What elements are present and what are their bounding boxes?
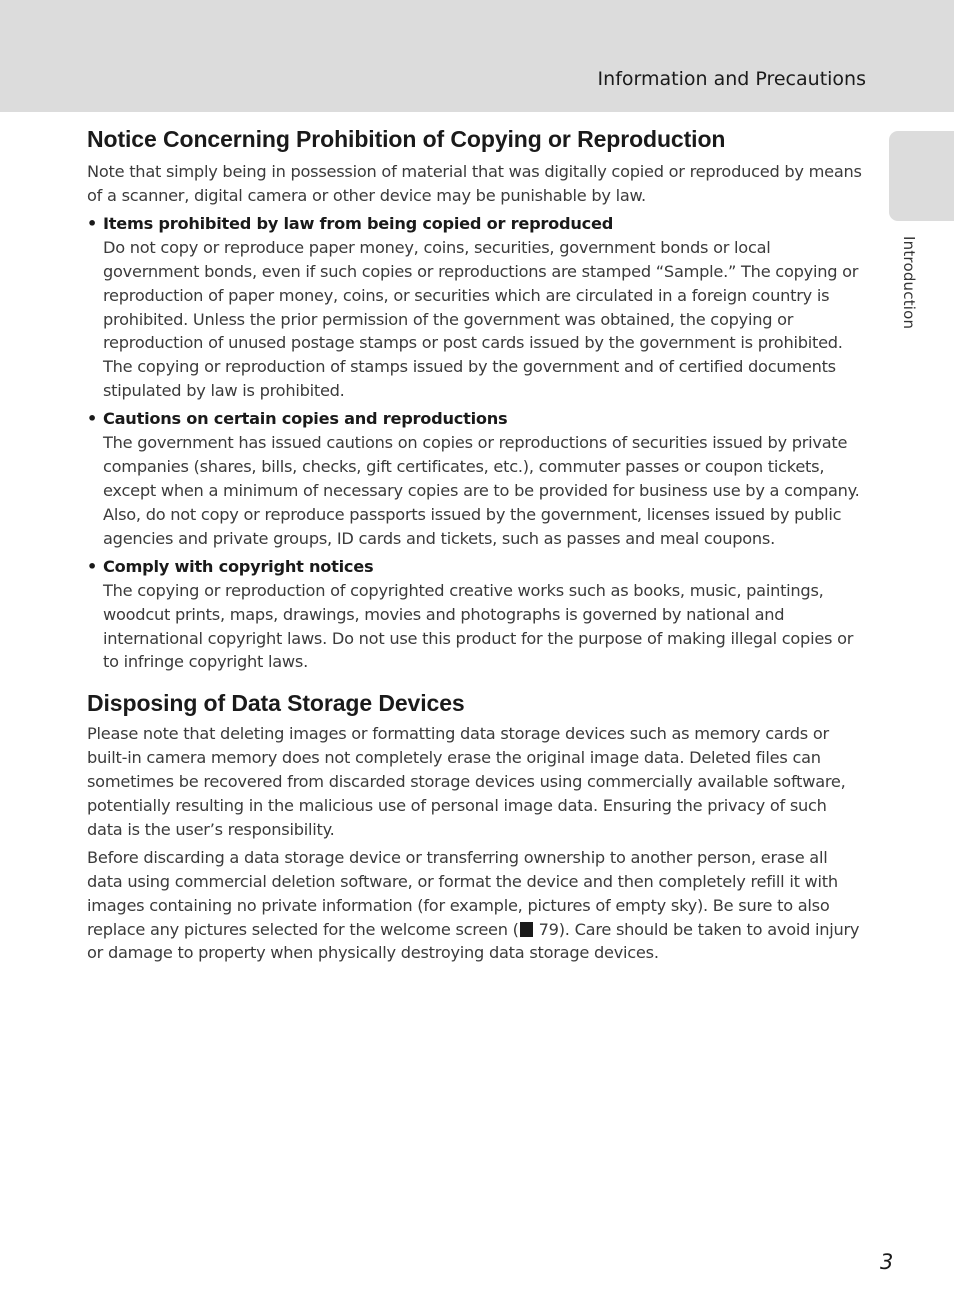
page-content (87, 122, 865, 965)
paragraph-text: Before discarding a data storage device or transferring ownership to another person, erase all data using commercial deletion software, or format the device and then completely refill it with images containing no private information (for example, pictures of empty sky). Be sure to also replace any pictures selected for the welcome screen ( (87, 847, 838, 939)
page-number: 3 (880, 1250, 894, 1274)
bullet-icon: • (87, 409, 98, 429)
bullet-icon: • (87, 556, 98, 576)
bullet-heading: Items prohibited by law from being copied or reproduced (103, 213, 614, 233)
paragraph-text: ). Care should be taken to avoid injury or damage to property when physically destroying data storage devices. (87, 919, 860, 963)
header-title: Information and Precautions (597, 68, 866, 90)
bullet-body: The copying or reproduction of copyrighted creative works such as books, music, paintings, woodcut prints, maps, drawings, movies and photographs is governed by national and international copyright laws. Do not use this product for the purpose of making illegal copies or to infringe copyright laws. (103, 580, 854, 672)
bullet-icon: • (87, 213, 98, 233)
disposing-paragraph-2 (87, 846, 865, 966)
page-reference-icon (520, 922, 533, 937)
bullet-item-copyright (87, 555, 865, 675)
side-tab-label: Introduction (900, 236, 918, 330)
disposing-paragraph-1: Please note that deleting images or formatting data storage devices such as memory cards or built-in camera memory does not completely erase the original image data. Deleted files can sometimes be recovered from discarded storage devices using commercially available software, potentially resulting in the malicious use of personal image data. Ensuring the privacy of such data is the user’s responsibility. (87, 724, 846, 839)
section-title-copying: Notice Concerning Prohibition of Copying or Reproduction (87, 126, 726, 152)
section-title-disposing: Disposing of Data Storage Devices (87, 690, 465, 717)
header-band (0, 0, 954, 112)
bullet-body: The government has issued cautions on copies or reproductions of securities issued by private companies (shares, bills, checks, gift certificates, etc.), commuter passes or coupon tickets, except when a minimum of necessary copies are to be provided for business use by a company. Also, do not copy or reproduce passports issued by the government, licenses issued by public agencies and private groups, ID cards and tickets, such as passes and meal coupons. (103, 433, 860, 548)
section-intro: Note that simply being in possession of material that was digitally copied or reproduced by means of a scanner, digital camera or other device may be punishable by law. (87, 162, 862, 205)
bullet-item-prohibited (87, 212, 865, 403)
bullet-body: Do not copy or reproduce paper money, coins, securities, government bonds or local government bonds, even if such copies or reproductions are stamped “Sample.” The copying or reproduction of paper money, coins, or securities which are circulated in a foreign country is prohibited. Unless the prior permission of the government was obtained, the copying or reproduction of unused postage stamps or post cards issued by the government is prohibited. The copying or reproduction of stamps issued by the government and of certified documents stipulated by law is prohibited. (103, 237, 859, 401)
side-tab (889, 131, 954, 221)
reference-page-number: 79 (538, 919, 559, 939)
bullet-heading: Comply with copyright notices (103, 556, 374, 576)
section-disposing (87, 686, 865, 965)
bullet-heading: Cautions on certain copies and reproductions (103, 409, 508, 429)
bullet-item-cautions (87, 407, 865, 551)
